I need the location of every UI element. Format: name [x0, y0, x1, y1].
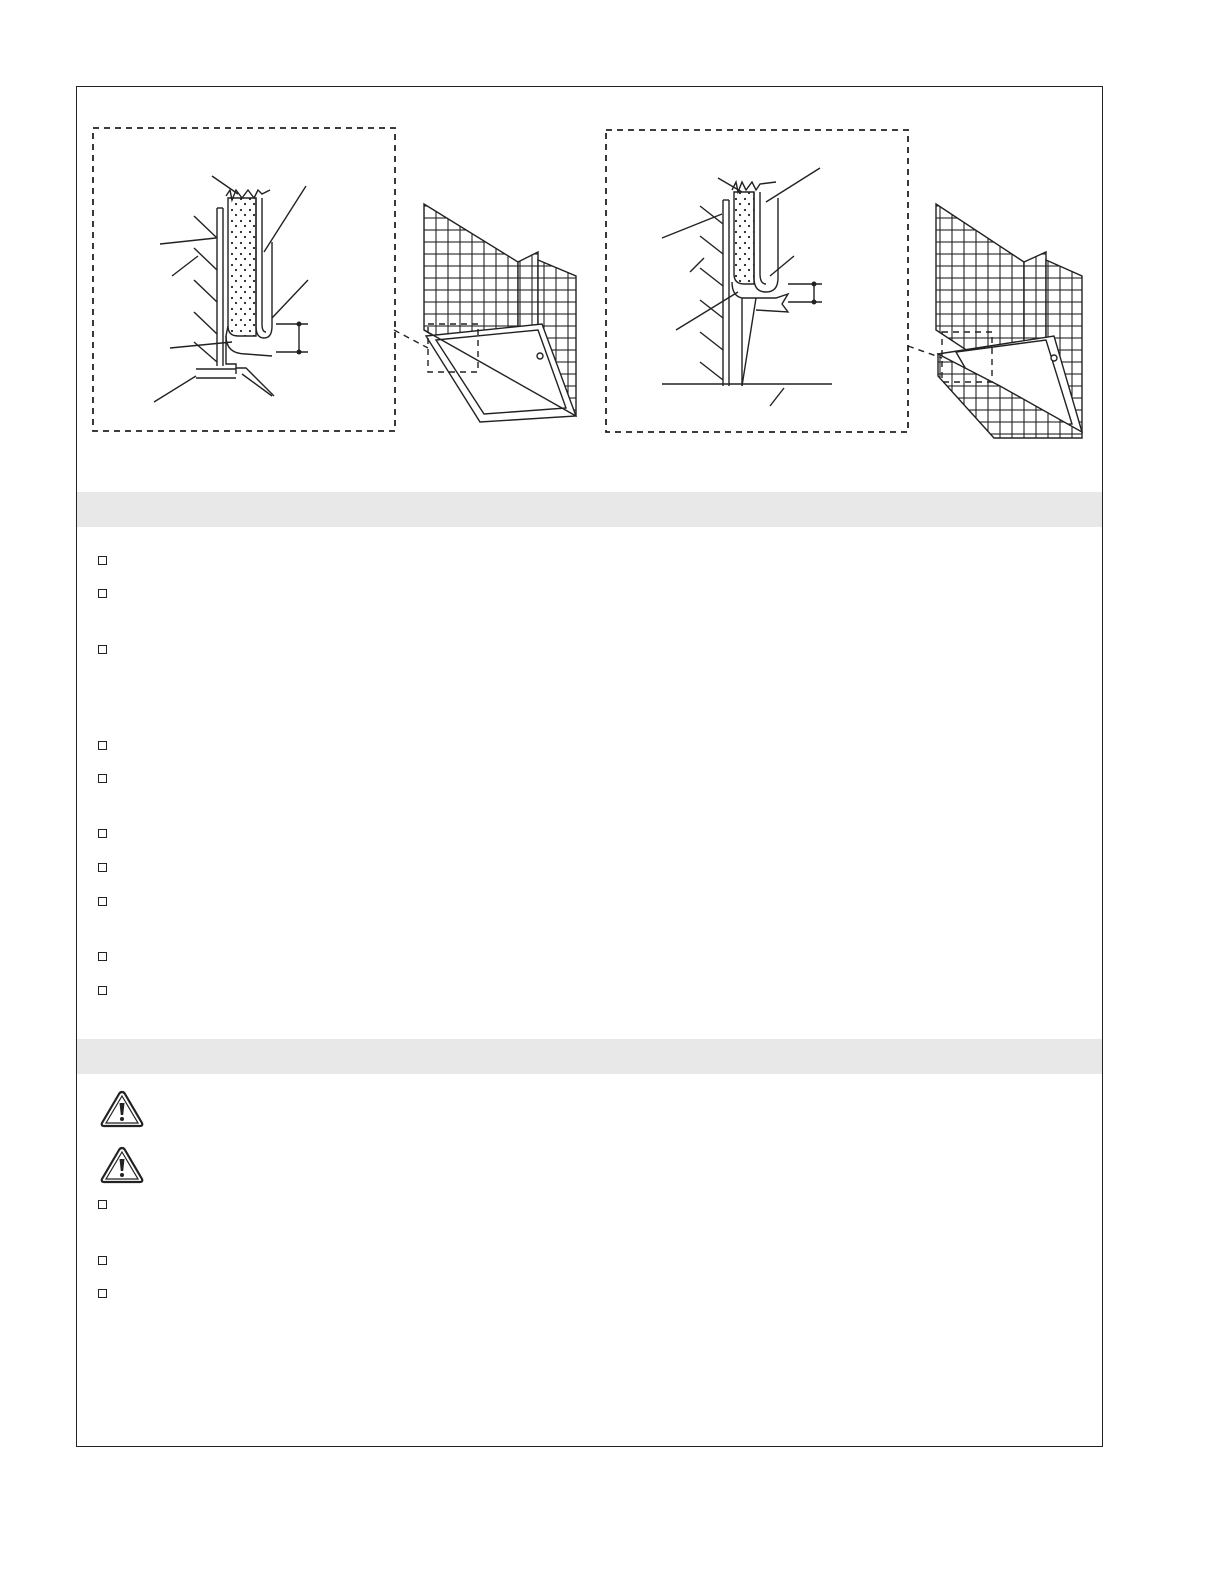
checkbox-icon[interactable] [98, 645, 107, 654]
section-header-care [77, 1039, 1102, 1074]
checkbox-icon[interactable] [98, 952, 107, 961]
detail-left [93, 128, 395, 431]
checkbox-icon[interactable] [98, 774, 107, 783]
warning-triangle-icon [99, 1089, 145, 1129]
checkbox-icon[interactable] [98, 556, 107, 565]
checkbox-icon[interactable] [98, 1289, 107, 1298]
checkbox-icon[interactable] [98, 1200, 107, 1209]
warning-triangle-icon [99, 1145, 145, 1185]
enclosure-right [908, 204, 1082, 438]
checkbox-icon[interactable] [98, 829, 107, 838]
installation-figures [76, 86, 1103, 466]
checkbox-icon[interactable] [98, 897, 107, 906]
checkbox-icon[interactable] [98, 863, 107, 872]
detail-right [606, 130, 908, 432]
checkbox-icon[interactable] [98, 986, 107, 995]
section-header-installation [77, 492, 1102, 527]
checkbox-icon[interactable] [98, 741, 107, 750]
enclosure-left [394, 204, 576, 422]
checkbox-icon[interactable] [98, 1256, 107, 1265]
checkbox-icon[interactable] [98, 589, 107, 598]
